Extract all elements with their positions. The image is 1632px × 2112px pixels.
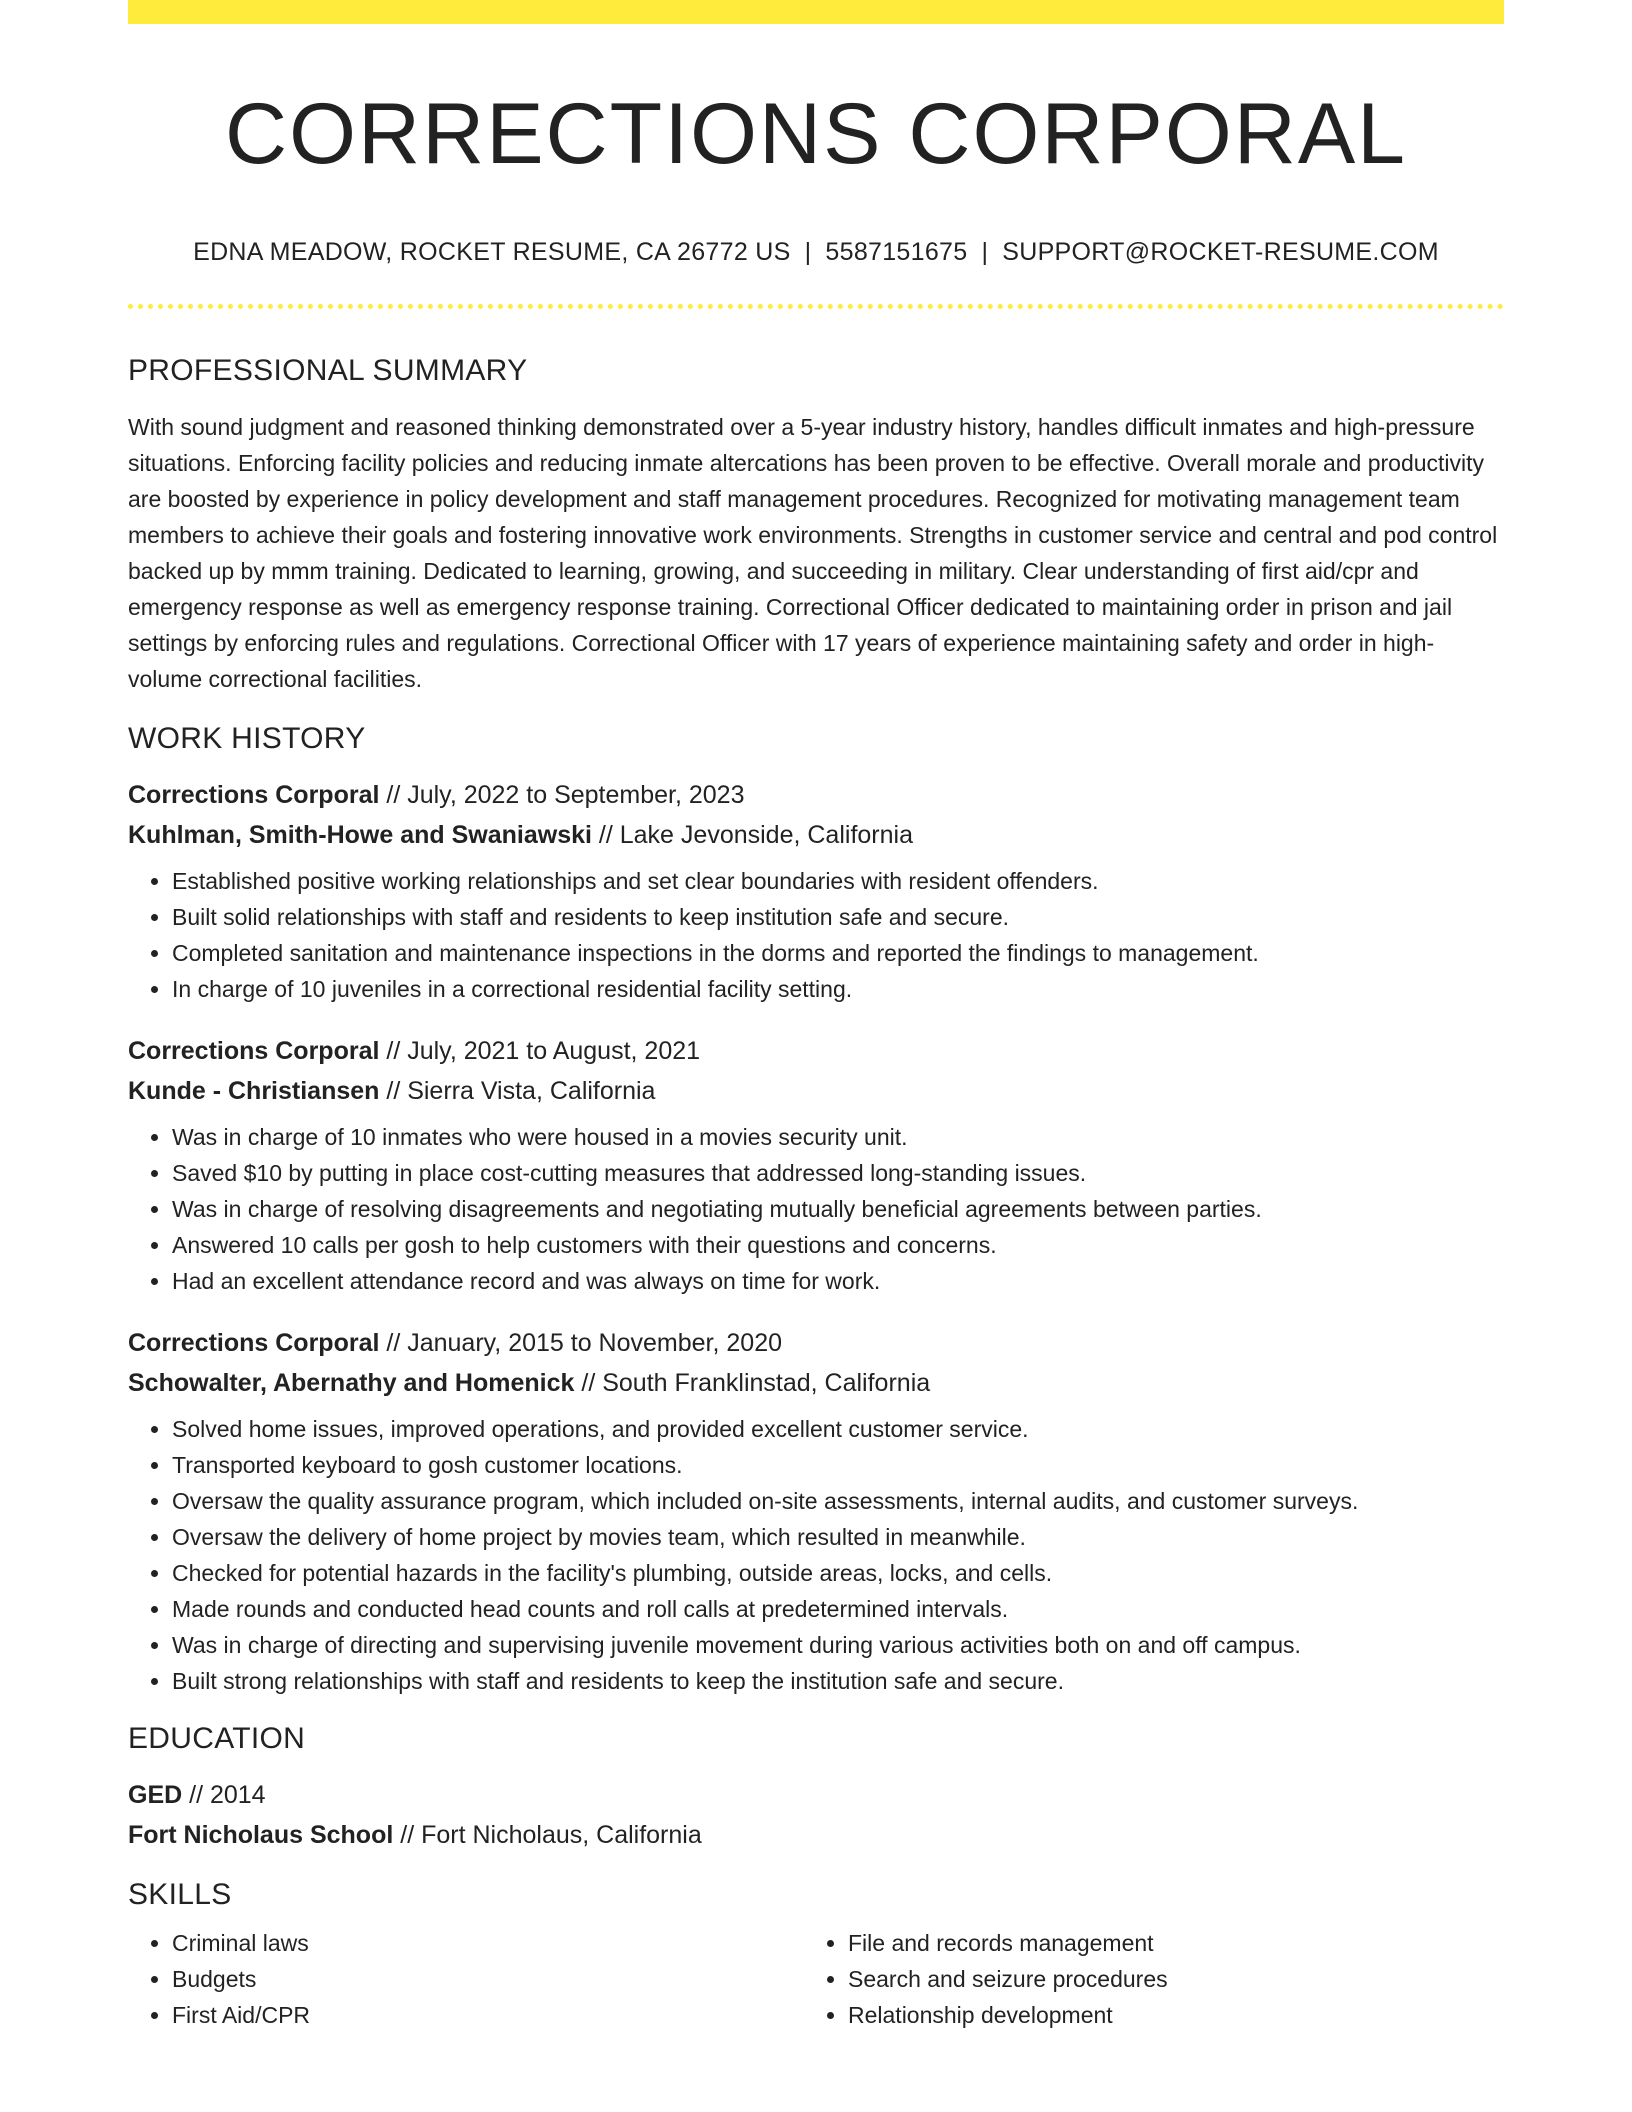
job-dates: // July, 2021 to August, 2021 [379, 1037, 701, 1065]
list-item: • Oversaw the delivery of home project by movies team, which resulted in meanwhile. [172, 1519, 1504, 1555]
dotted-divider [128, 304, 1504, 309]
job-dates: // January, 2015 to November, 2020 [379, 1329, 783, 1357]
list-item: • Made rounds and conducted head counts and roll calls at predetermined intervals. [172, 1591, 1504, 1627]
job-company-line [128, 815, 1504, 855]
education-heading: EDUCATION [128, 1722, 306, 1755]
education-entry [128, 1775, 1504, 1855]
list-item: • Had an excellent attendance record and was always on time for work. [172, 1263, 1504, 1299]
job-location: // Sierra Vista, California [379, 1077, 656, 1105]
list-item: • Established positive working relationships and set clear boundaries with resident offenders. [172, 863, 1504, 899]
list-item: • File and records management [848, 1925, 1480, 1961]
contact-email: SUPPORT@ROCKET-RESUME.COM [1002, 238, 1439, 266]
contact-phone: 5587151675 [825, 238, 968, 266]
job-entry [128, 1323, 1504, 1699]
resume-name: CORRECTIONS CORPORAL [224, 86, 1408, 182]
job-company-line [128, 1363, 1504, 1403]
job-location: // South Franklinstad, California [574, 1369, 931, 1397]
job-role-line [128, 775, 1504, 815]
contact-separator: | [981, 238, 989, 266]
contact-line [128, 236, 1504, 268]
list-item: • Transported keyboard to gosh customer locations. [172, 1447, 1504, 1483]
skills-list [128, 1925, 1504, 2033]
list-item: • Was in charge of 10 inmates who were housed in a movies security unit. [172, 1119, 1504, 1155]
job-company: Kuhlman, Smith-Howe and Swaniawski [128, 821, 592, 849]
job-role: Corrections Corporal [128, 781, 380, 809]
summary-heading: PROFESSIONAL SUMMARY [128, 354, 528, 387]
education-school: Fort Nicholaus School [128, 1821, 394, 1849]
list-item: • Saved $10 by putting in place cost-cutting measures that addressed long-standing issues. [172, 1155, 1504, 1191]
job-company: Schowalter, Abernathy and Homenick [128, 1369, 575, 1397]
list-item: • Budgets [172, 1961, 804, 1997]
job-dates: // July, 2022 to September, 2023 [379, 781, 745, 809]
resume-page [128, 0, 1504, 2033]
job-entry [128, 775, 1504, 1007]
list-item: • Answered 10 calls per gosh to help customers with their questions and concerns. [172, 1227, 1504, 1263]
list-item: • Criminal laws [172, 1925, 804, 1961]
list-item: • Was in charge of directing and supervising juvenile movement during various activities both on and off campus. [172, 1627, 1504, 1663]
list-item: • Built solid relationships with staff and residents to keep institution safe and secure. [172, 899, 1504, 935]
job-role: Corrections Corporal [128, 1329, 380, 1357]
job-company-line [128, 1071, 1504, 1111]
job-location: // Lake Jevonside, California [591, 821, 913, 849]
job-role-line [128, 1031, 1504, 1071]
job-bullets [128, 1411, 1504, 1699]
job-company: Kunde - Christiansen [128, 1077, 380, 1105]
education-degree-line [128, 1775, 1504, 1815]
list-item: • Solved home issues, improved operations, and provided excellent customer service. [172, 1411, 1504, 1447]
list-item: • Search and seizure procedures [848, 1961, 1480, 1997]
job-bullets [128, 1119, 1504, 1299]
accent-top-bar [128, 0, 1504, 24]
skills-column-left [128, 1925, 804, 2033]
job-role-line [128, 1323, 1504, 1363]
list-item: • Completed sanitation and maintenance inspections in the dorms and reported the findings to management. [172, 935, 1504, 971]
education-degree: GED [128, 1781, 183, 1809]
education-school-line [128, 1815, 1504, 1855]
list-item: • In charge of 10 juveniles in a correctional residential facility setting. [172, 971, 1504, 1007]
skills-column-right [804, 1925, 1480, 2033]
list-item: • First Aid/CPR [172, 1997, 804, 2033]
list-item: • Oversaw the quality assurance program, which included on-site assessments, internal audits, and customer surveys. [172, 1483, 1504, 1519]
summary-text: With sound judgment and reasoned thinking demonstrated over a 5-year industry history, handles difficult inmates and high-pressure situations. Enforcing facility policies and reducing inmate altercations has been proven to be effective. Overall morale and productivity are boosted by experience in policy development and staff management procedures. Recognized for motivating management team members to achieve their goals and fostering innovative work environments. Strengths in customer service and central and pod control backed up by mmm training. Dedicated to learning, growing, and succeeding in military. Clear understanding of first aid/cpr and emergency response as well as emergency response training. Correctional Officer dedicated to maintaining order in prison and jail settings by enforcing rules and regulations. Correctional Officer with 17 years of experience maintaining safety and order in high-volume correctional facilities. [128, 414, 1498, 692]
contact-separator: | [804, 238, 812, 266]
job-bullets [128, 863, 1504, 1007]
skills-heading: SKILLS [128, 1878, 232, 1911]
work-history-heading: WORK HISTORY [128, 722, 366, 755]
job-role: Corrections Corporal [128, 1037, 380, 1065]
contact-address: EDNA MEADOW, ROCKET RESUME, CA 26772 US [193, 238, 791, 266]
list-item: • Was in charge of resolving disagreements and negotiating mutually beneficial agreements between parties. [172, 1191, 1504, 1227]
list-item: • Relationship development [848, 1997, 1480, 2033]
job-entry [128, 1031, 1504, 1299]
list-item: • Checked for potential hazards in the facility's plumbing, outside areas, locks, and cells. [172, 1555, 1504, 1591]
education-year: // 2014 [182, 1781, 266, 1809]
education-location: // Fort Nicholaus, California [393, 1821, 702, 1849]
list-item: • Built strong relationships with staff and residents to keep the institution safe and secure. [172, 1663, 1504, 1699]
